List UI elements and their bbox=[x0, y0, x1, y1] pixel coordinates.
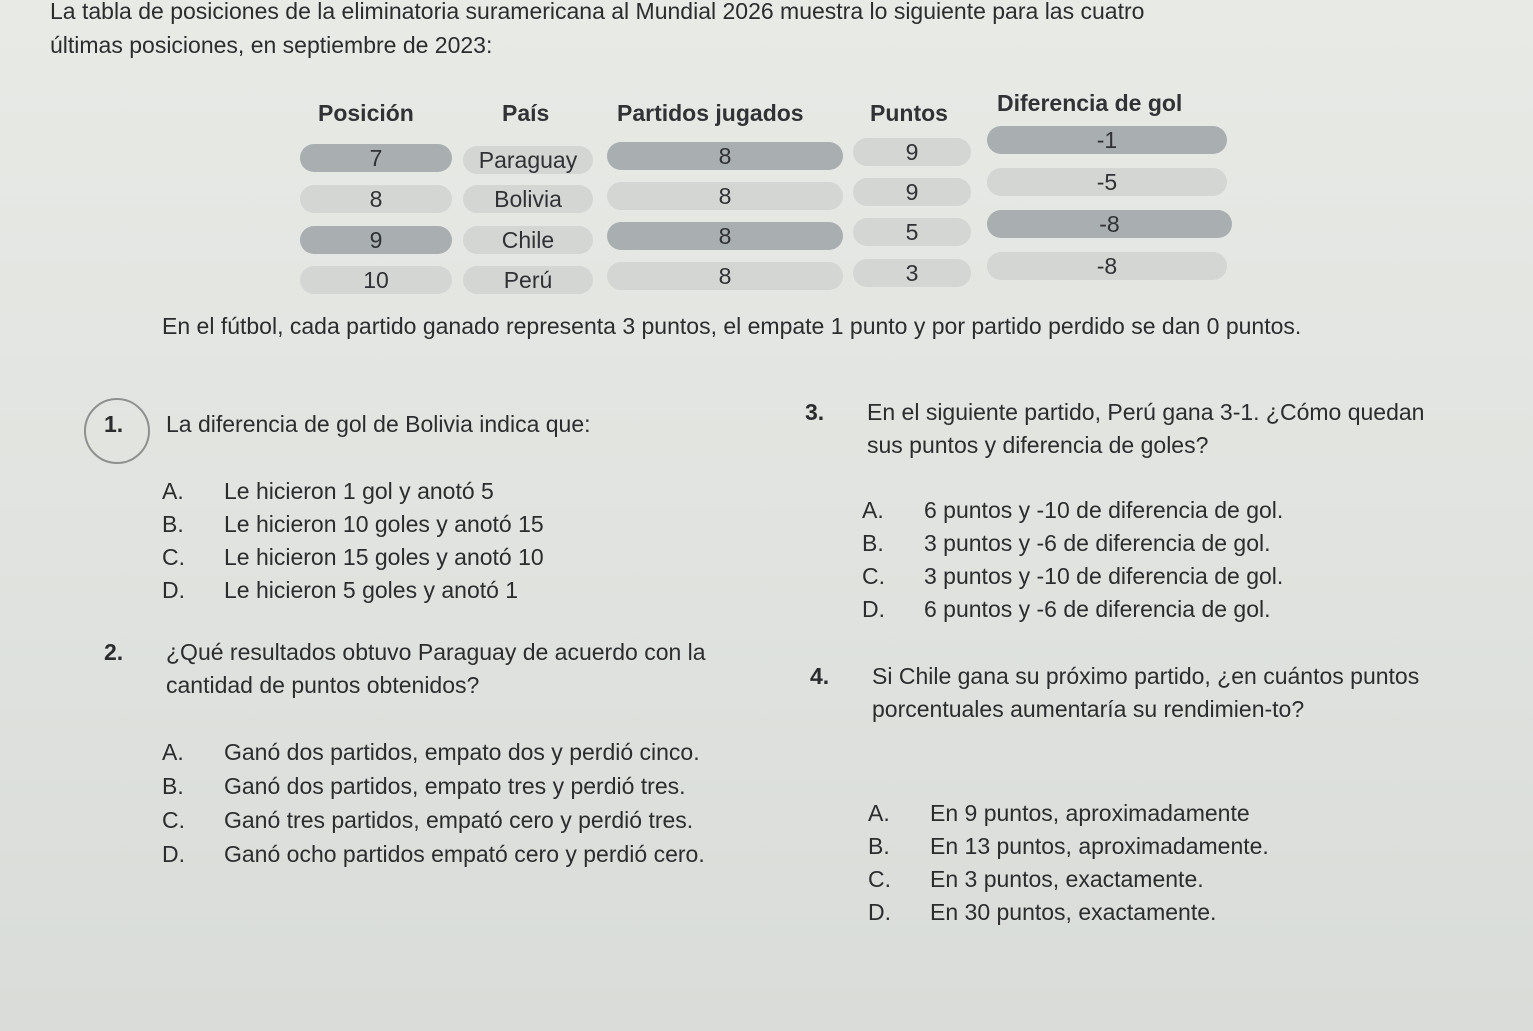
row4-position: 10 bbox=[300, 266, 452, 294]
q4-option-d[interactable] bbox=[868, 896, 1468, 929]
q1-option-a-text: Le hicieron 1 gol y anotó 5 bbox=[224, 478, 494, 504]
header-points: Puntos bbox=[870, 100, 948, 126]
q4-option-b[interactable] bbox=[868, 830, 1468, 863]
row4-points: 3 bbox=[853, 259, 971, 287]
row1-country: Paraguay bbox=[463, 146, 593, 174]
row3-matches: 8 bbox=[607, 222, 843, 250]
q4-option-a-text: En 9 puntos, aproximadamente bbox=[930, 800, 1250, 826]
q1-option-b-letter: B. bbox=[162, 511, 184, 537]
question-4-number: 4. bbox=[810, 663, 830, 689]
q4-option-c[interactable] bbox=[868, 863, 1468, 896]
q2-option-d[interactable] bbox=[162, 837, 742, 871]
question-3-stem: En el siguiente partido, Perú gana 3-1. ¿Cómo quedan sus puntos y diferencia de goles? bbox=[867, 399, 1425, 458]
q1-option-a-letter: A. bbox=[162, 478, 184, 504]
q2-option-a[interactable] bbox=[162, 735, 742, 769]
intro-line-2: últimas posiciones, en septiembre de 2023: bbox=[50, 32, 493, 58]
question-2-stem: ¿Qué resultados obtuvo Paraguay de acuerdo con la cantidad de puntos obtenidos? bbox=[166, 639, 706, 698]
q4-option-d-letter: D. bbox=[868, 899, 891, 925]
q2-option-c-letter: C. bbox=[162, 807, 185, 833]
question-1 bbox=[104, 408, 744, 441]
q2-option-c-text: Ganó tres partidos, empató cero y perdió tres. bbox=[224, 807, 694, 833]
question-1-number: 1. bbox=[104, 411, 124, 437]
row3-points: 5 bbox=[853, 218, 971, 246]
q4-option-b-letter: B. bbox=[868, 833, 890, 859]
question-1-stem: La diferencia de gol de Bolivia indica que: bbox=[166, 411, 591, 437]
header-goal-diff: Diferencia de gol bbox=[997, 90, 1183, 116]
q3-option-c-text: 3 puntos y -10 de diferencia de gol. bbox=[924, 563, 1284, 589]
q2-option-d-text: Ganó ocho partidos empató cero y perdió cero. bbox=[224, 841, 705, 867]
intro-text bbox=[50, 0, 1500, 62]
question-4-stem: Si Chile gana su próximo partido, ¿en cuántos puntos porcentuales aumentaría su rendimien-to? bbox=[872, 663, 1420, 722]
question-3-options bbox=[862, 494, 1482, 626]
q3-option-d-letter: D. bbox=[862, 596, 885, 622]
row1-matches: 8 bbox=[607, 142, 843, 170]
q2-option-d-letter: D. bbox=[162, 841, 185, 867]
q1-option-a[interactable] bbox=[162, 475, 762, 508]
q4-option-a-letter: A. bbox=[868, 800, 890, 826]
q2-option-b-text: Ganó dos partidos, empato tres y perdió tres. bbox=[224, 773, 686, 799]
row3-goal-diff: -8 bbox=[987, 210, 1232, 238]
q1-option-c-text: Le hicieron 15 goles y anotó 10 bbox=[224, 544, 544, 570]
scoring-note: En el fútbol, cada partido ganado representa 3 puntos, el empate 1 punto y por partido perdido se dan 0 puntos. bbox=[162, 313, 1302, 339]
q4-option-b-text: En 13 puntos, aproximadamente. bbox=[930, 833, 1269, 859]
question-3-number: 3. bbox=[805, 399, 825, 425]
question-2-options bbox=[162, 735, 742, 871]
question-4 bbox=[810, 660, 1450, 726]
q4-option-d-text: En 30 puntos, exactamente. bbox=[930, 899, 1217, 925]
question-2 bbox=[104, 636, 744, 702]
q3-option-d-text: 6 puntos y -6 de diferencia de gol. bbox=[924, 596, 1271, 622]
row3-country: Chile bbox=[463, 226, 593, 254]
q1-option-b-text: Le hicieron 10 goles y anotó 15 bbox=[224, 511, 544, 537]
row1-position: 7 bbox=[300, 144, 452, 172]
q1-option-d-text: Le hicieron 5 goles y anotó 1 bbox=[224, 577, 519, 603]
row2-goal-diff: -5 bbox=[987, 168, 1227, 196]
header-country: País bbox=[502, 100, 550, 126]
q3-option-c-letter: C. bbox=[862, 563, 885, 589]
header-matches: Partidos jugados bbox=[617, 100, 804, 126]
question-2-number: 2. bbox=[104, 639, 124, 665]
q4-option-a[interactable] bbox=[868, 797, 1468, 830]
q2-option-a-text: Ganó dos partidos, empato dos y perdió cinco. bbox=[224, 739, 700, 765]
q3-option-b[interactable] bbox=[862, 527, 1482, 560]
q3-option-b-letter: B. bbox=[862, 530, 884, 556]
question-3 bbox=[805, 396, 1435, 462]
q3-option-a-text: 6 puntos y -10 de diferencia de gol. bbox=[924, 497, 1284, 523]
q3-option-a[interactable] bbox=[862, 494, 1482, 527]
q3-option-b-text: 3 puntos y -6 de diferencia de gol. bbox=[924, 530, 1271, 556]
q2-option-b[interactable] bbox=[162, 769, 742, 803]
header-position: Posición bbox=[318, 100, 414, 126]
question-1-options bbox=[162, 475, 762, 607]
q3-option-d[interactable] bbox=[862, 593, 1482, 626]
q1-option-d[interactable] bbox=[162, 574, 762, 607]
row4-country: Perú bbox=[463, 266, 593, 294]
row2-country: Bolivia bbox=[463, 185, 593, 213]
row1-goal-diff: -1 bbox=[987, 126, 1227, 154]
q1-option-c-letter: C. bbox=[162, 544, 185, 570]
q2-option-a-letter: A. bbox=[162, 739, 184, 765]
question-4-options bbox=[868, 797, 1468, 929]
q1-option-b[interactable] bbox=[162, 508, 762, 541]
intro-line-1: La tabla de posiciones de la eliminatoria suramericana al Mundial 2026 muestra lo siguiente para las cuatro bbox=[50, 0, 1145, 24]
q1-option-d-letter: D. bbox=[162, 577, 185, 603]
row2-matches: 8 bbox=[607, 182, 843, 210]
row4-goal-diff: -8 bbox=[987, 252, 1227, 280]
q2-option-c[interactable] bbox=[162, 803, 742, 837]
row4-matches: 8 bbox=[607, 262, 843, 290]
q3-option-a-letter: A. bbox=[862, 497, 884, 523]
q1-option-c[interactable] bbox=[162, 541, 762, 574]
q3-option-c[interactable] bbox=[862, 560, 1482, 593]
q2-option-b-letter: B. bbox=[162, 773, 184, 799]
row2-points: 9 bbox=[853, 178, 971, 206]
q4-option-c-letter: C. bbox=[868, 866, 891, 892]
q4-option-c-text: En 3 puntos, exactamente. bbox=[930, 866, 1204, 892]
row3-position: 9 bbox=[300, 226, 452, 254]
row1-points: 9 bbox=[853, 138, 971, 166]
row2-position: 8 bbox=[300, 185, 452, 213]
